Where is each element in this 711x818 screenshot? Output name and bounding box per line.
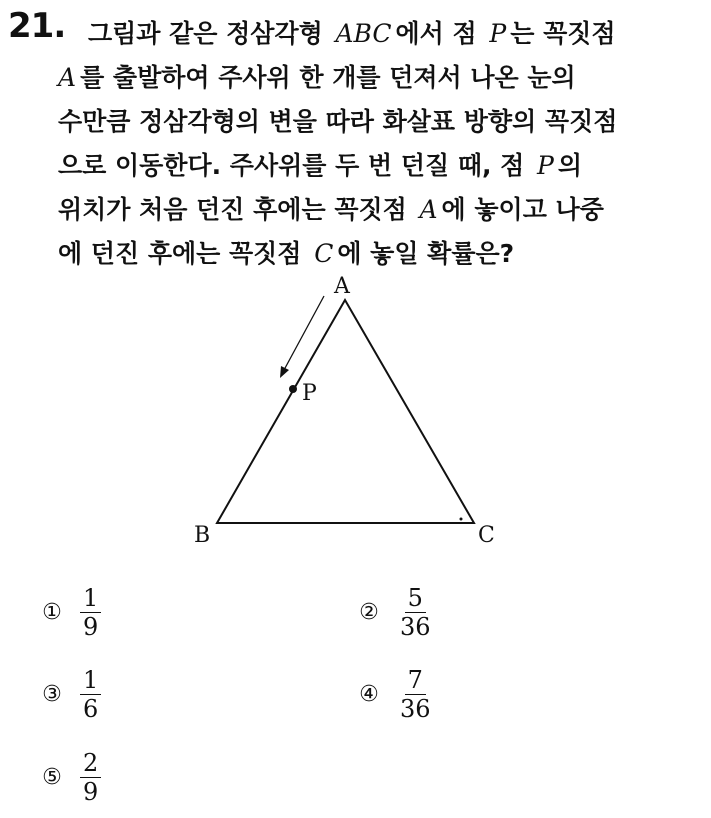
choice-number-5: ⑤: [42, 764, 62, 790]
choice-fraction: $\frac{1}{9}$: [80, 584, 101, 641]
question-line-6: 에 던진 후에는 꼭짓점 C 에 놓일 확률은?: [58, 239, 515, 268]
choice-2[interactable]: [355, 584, 434, 641]
choice-number-4: ④: [359, 681, 379, 707]
choice-4[interactable]: [355, 666, 434, 723]
choice-3[interactable]: [38, 666, 101, 723]
question-line-1: 그림과 같은 정삼각형 ABC 에서 점 P 는 꼭짓점: [88, 19, 616, 48]
math-point-c: C: [314, 239, 334, 268]
question-number-dot: .: [53, 6, 66, 46]
choice-5[interactable]: [38, 749, 101, 806]
label-a: A: [334, 274, 350, 299]
label-c: C: [478, 523, 495, 548]
math-triangle-abc: ABC: [335, 19, 392, 48]
label-p: P: [302, 381, 317, 406]
triangle-abc: [217, 300, 474, 523]
math-point-p: P: [489, 19, 507, 48]
math-point-p: P: [537, 151, 554, 180]
label-b: B: [194, 523, 211, 548]
question-line-5: 위치가 처음 던진 후에는 꼭짓점 A 에 놓이고 나중: [58, 195, 604, 224]
choice-fraction: $\frac{1}{6}$: [80, 666, 101, 723]
choice-1[interactable]: [38, 584, 101, 641]
choice-number-3: ③: [42, 681, 62, 707]
choice-fraction: $\frac{2}{9}$: [80, 749, 101, 806]
math-point-a: A: [58, 63, 77, 92]
choice-fraction: $\frac{7}{36}$: [400, 666, 431, 723]
question-line-2: A 를 출발하여 주사위 한 개를 던져서 나온 눈의: [58, 63, 576, 92]
question-line-3: 수만큼 정삼각형의 변을 따라 화살표 방향의 꼭짓점: [58, 107, 618, 136]
math-point-a: A: [419, 195, 438, 224]
point-p-dot: [289, 385, 297, 393]
direction-arrow-head: [280, 366, 289, 378]
choice-number-2: ②: [359, 599, 379, 625]
question-number: 21.: [8, 6, 66, 46]
question-line-4: 으로 이동한다. 주사위를 두 번 던질 때, 점 P 의: [58, 151, 583, 180]
choice-fraction: $\frac{5}{36}$: [400, 584, 431, 641]
choice-number-1: ①: [42, 599, 62, 625]
vertex-c-marker: [460, 518, 463, 521]
direction-arrow-line: [284, 296, 324, 370]
